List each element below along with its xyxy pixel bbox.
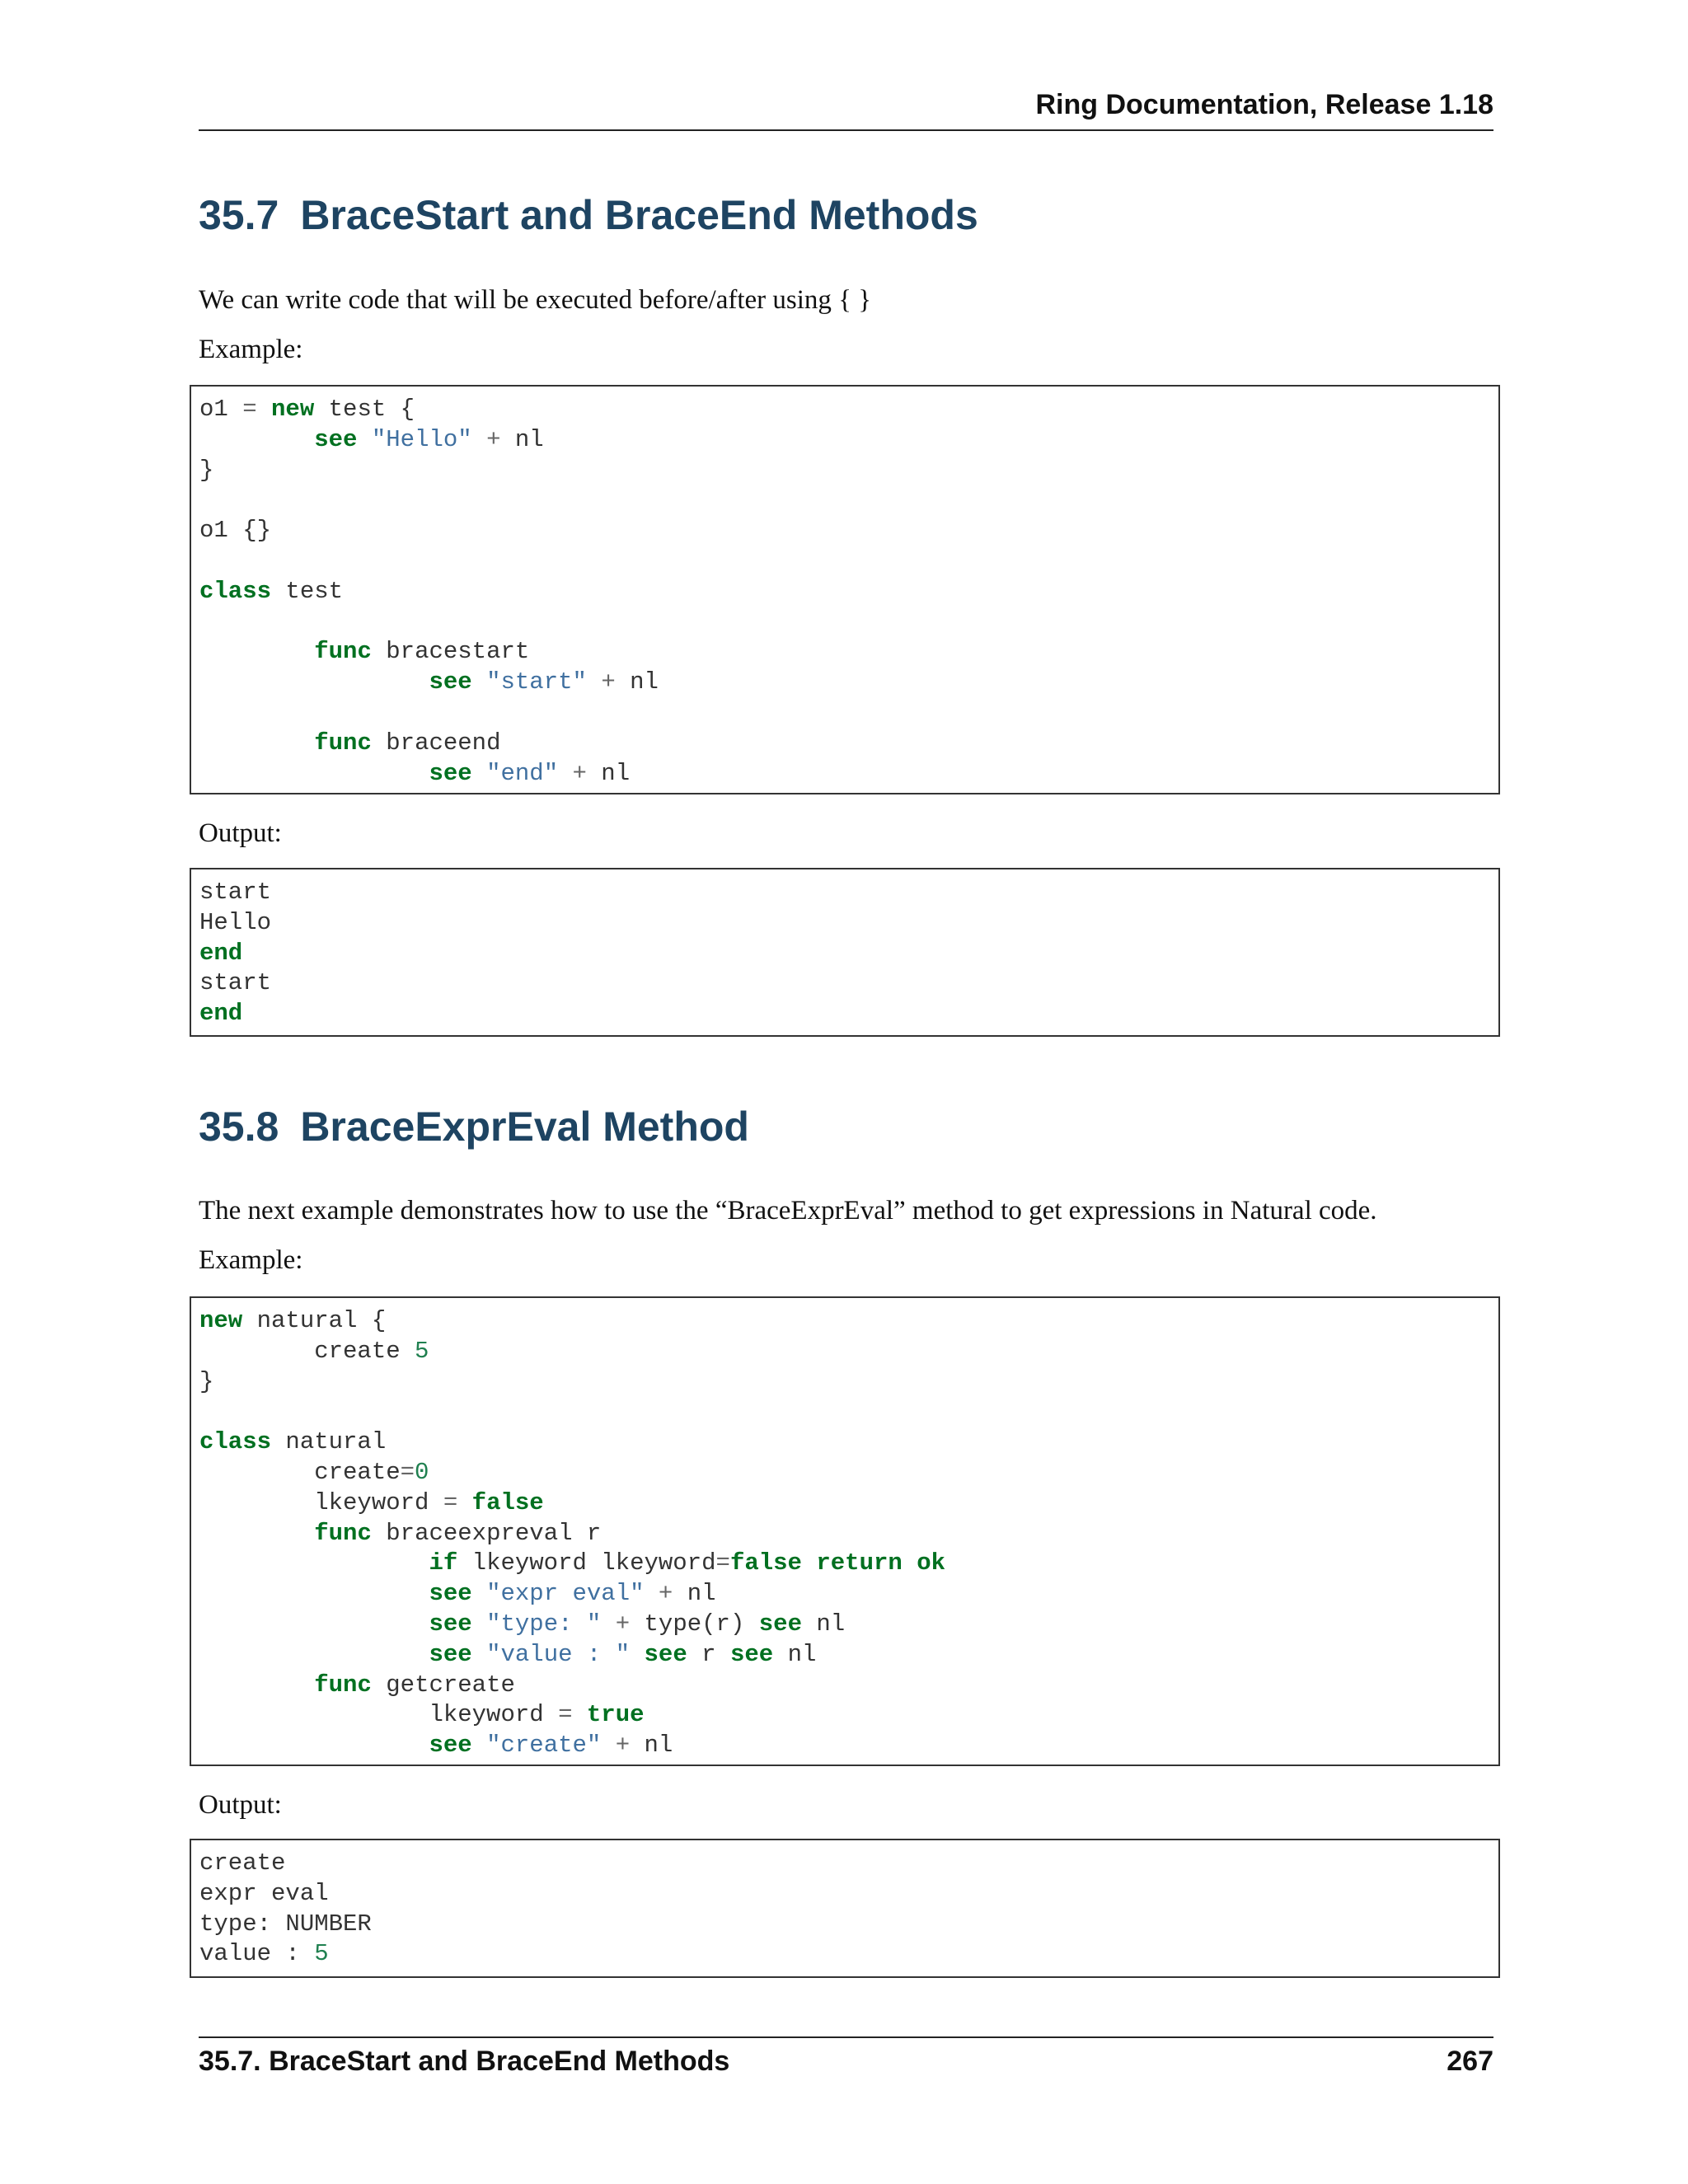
- keyword-token: new: [199, 1307, 243, 1334]
- code-block: [190, 385, 1500, 794]
- code-text: create: [199, 1849, 286, 1877]
- keyword-token: see: [429, 759, 472, 787]
- code-text: [472, 760, 486, 787]
- code-text: [645, 1580, 659, 1607]
- code-line: [199, 1458, 1498, 1488]
- code-text: [357, 426, 371, 453]
- code-text: test: [271, 577, 344, 605]
- output-block: [190, 1839, 1500, 1978]
- section-number: 35.8: [199, 1104, 279, 1150]
- code-line: [199, 878, 1498, 908]
- code-line: [199, 1579, 1498, 1610]
- code-text: [472, 1732, 486, 1759]
- operator-token: +: [486, 425, 501, 453]
- keyword-token: class: [199, 1428, 272, 1456]
- string-token: "end": [486, 759, 559, 787]
- code-line: [199, 485, 1498, 516]
- code-line: [199, 637, 1498, 668]
- section-title-text: BraceExprEval Method: [300, 1104, 749, 1150]
- code-line: [199, 1939, 1498, 1970]
- code-line: [199, 607, 1498, 638]
- code-text: [572, 1701, 586, 1728]
- operator-token: =: [558, 1701, 573, 1729]
- code-line: [199, 999, 1498, 1029]
- code-text: [199, 760, 429, 787]
- keyword-token: func: [314, 638, 372, 666]
- code-text: [472, 426, 486, 453]
- code-text: [558, 760, 572, 787]
- code-line: [199, 577, 1498, 607]
- keyword-token: see: [429, 1580, 472, 1608]
- code-line: [199, 395, 1498, 425]
- code-text: [601, 1732, 615, 1759]
- output-label: Output:: [199, 1790, 282, 1820]
- code-text: o1 {}: [199, 517, 272, 545]
- code-line: [199, 425, 1498, 456]
- operator-token: +: [615, 1732, 631, 1760]
- code-text: natural: [271, 1428, 387, 1456]
- code-text: [199, 729, 314, 757]
- code-text: [199, 1732, 429, 1759]
- code-text: nl: [586, 759, 631, 787]
- code-line: [199, 1849, 1498, 1879]
- section-heading-35-8: [199, 1103, 749, 1151]
- code-text: [472, 1610, 486, 1638]
- code-line: [199, 1337, 1498, 1367]
- code-line: [199, 516, 1498, 546]
- example-label: Example:: [199, 335, 303, 364]
- code-line: [199, 1427, 1498, 1458]
- code-line: [199, 1640, 1498, 1671]
- code-text: [802, 1549, 816, 1577]
- operator-token: +: [572, 759, 587, 787]
- footer-section-title: 35.7. BraceStart and BraceEnd Methods: [199, 2046, 730, 2077]
- code-text: }: [199, 456, 214, 484]
- operator-token: +: [601, 668, 616, 696]
- operator-token: =: [400, 1458, 415, 1486]
- code-text: nl: [630, 1732, 673, 1760]
- keyword-token: see: [429, 668, 472, 696]
- code-text: [457, 1489, 471, 1516]
- keyword-token: false: [729, 1549, 802, 1577]
- string-token: "create": [486, 1732, 602, 1760]
- section-number: 35.7: [199, 192, 279, 238]
- code-text: test {: [314, 396, 415, 423]
- keyword-token: see: [429, 1732, 472, 1760]
- code-text: create: [199, 1337, 415, 1365]
- code-text: value :: [199, 1940, 315, 1968]
- code-line: [199, 939, 1498, 969]
- code-text: [587, 668, 601, 696]
- keyword-token: see: [429, 1640, 472, 1668]
- code-line: [199, 1549, 1498, 1579]
- code-text: [199, 638, 314, 665]
- code-text: nl: [500, 425, 544, 453]
- section-intro-text: We can write code that will be executed before/after using { }: [199, 285, 872, 315]
- code-line: [199, 668, 1498, 698]
- code-text: [199, 1549, 429, 1577]
- keyword-token: see: [429, 1610, 472, 1638]
- code-text: [199, 1671, 314, 1699]
- keyword-token: func: [314, 1671, 372, 1699]
- keyword-token: end: [199, 939, 243, 967]
- keyword-token: class: [199, 577, 272, 605]
- code-text: type: NUMBER: [199, 1910, 372, 1938]
- keyword-token: end: [199, 1000, 243, 1028]
- code-line: [199, 1610, 1498, 1640]
- header-divider: [199, 129, 1493, 131]
- code-line: [199, 1910, 1498, 1940]
- code-line: [199, 1700, 1498, 1731]
- code-text: bracestart: [371, 638, 530, 666]
- keyword-token: see: [644, 1640, 687, 1668]
- code-text: [199, 1580, 429, 1607]
- string-token: "value : ": [486, 1640, 631, 1668]
- code-text: Hello: [199, 908, 272, 936]
- code-text: [903, 1549, 917, 1577]
- code-text: lkeyword: [199, 1488, 443, 1516]
- keyword-token: if: [429, 1549, 458, 1577]
- code-text: [472, 668, 486, 696]
- number-token: 0: [415, 1458, 429, 1486]
- keyword-token: false: [471, 1488, 544, 1516]
- code-text: [199, 1520, 314, 1547]
- code-text: [257, 396, 271, 423]
- code-text: [199, 668, 429, 696]
- section-heading-35-7: [199, 191, 978, 239]
- code-line: [199, 1879, 1498, 1910]
- code-text: [472, 1641, 486, 1668]
- code-line: [199, 968, 1498, 999]
- keyword-token: func: [314, 1519, 372, 1547]
- keyword-token: ok: [917, 1549, 945, 1577]
- code-block: [190, 1296, 1500, 1766]
- code-text: natural {: [242, 1307, 387, 1334]
- code-text: braceexpreval r: [371, 1519, 602, 1547]
- number-token: 5: [314, 1940, 329, 1968]
- code-text: nl: [615, 668, 659, 696]
- output-label: Output:: [199, 818, 282, 848]
- code-text: [199, 1610, 429, 1638]
- code-text: type(r): [630, 1610, 759, 1638]
- code-text: r: [687, 1640, 730, 1668]
- operator-token: =: [242, 396, 257, 423]
- code-line: [199, 1731, 1498, 1761]
- code-text: start: [199, 969, 272, 997]
- code-text: [472, 1580, 486, 1607]
- string-token: "Hello": [371, 425, 472, 453]
- code-text: o1: [199, 396, 243, 423]
- string-token: "type: ": [486, 1610, 602, 1638]
- code-text: [601, 1610, 615, 1638]
- code-text: [199, 426, 314, 453]
- code-text: lkeyword lkeyword: [457, 1549, 716, 1577]
- keyword-token: see: [314, 425, 358, 453]
- number-token: 5: [415, 1337, 429, 1365]
- code-text: nl: [773, 1640, 817, 1668]
- output-block: [190, 868, 1500, 1037]
- code-text: start: [199, 879, 272, 906]
- code-text: create: [199, 1458, 401, 1486]
- keyword-token: return: [816, 1549, 903, 1577]
- code-text: expr eval: [199, 1879, 329, 1907]
- code-line: [199, 1367, 1498, 1398]
- section-title-text: BraceStart and BraceEnd Methods: [300, 192, 978, 238]
- code-line: [199, 456, 1498, 486]
- code-text: getcreate: [371, 1671, 515, 1699]
- code-line: [199, 1519, 1498, 1549]
- string-token: "expr eval": [486, 1580, 645, 1608]
- footer-divider: [199, 2036, 1493, 2038]
- string-token: "start": [486, 668, 587, 696]
- section-intro-text: The next example demonstrates how to use the “BraceExprEval” method to get expressions in Natural code.: [199, 1196, 1377, 1226]
- keyword-token: func: [314, 729, 372, 757]
- example-label: Example:: [199, 1245, 303, 1275]
- code-line: [199, 908, 1498, 939]
- keyword-token: true: [586, 1701, 645, 1729]
- code-line: [199, 1397, 1498, 1427]
- code-line: [199, 546, 1498, 577]
- keyword-token: new: [271, 396, 315, 423]
- code-text: braceend: [371, 729, 501, 757]
- page-number: 267: [1447, 2046, 1493, 2077]
- code-line: [199, 1306, 1498, 1337]
- operator-token: =: [443, 1488, 458, 1516]
- code-text: [199, 1641, 429, 1668]
- code-text: }: [199, 1367, 214, 1395]
- operator-token: +: [615, 1610, 631, 1638]
- code-text: nl: [801, 1610, 846, 1638]
- code-line: [199, 759, 1498, 790]
- code-line: [199, 698, 1498, 729]
- code-line: [199, 1488, 1498, 1519]
- operator-token: +: [658, 1580, 673, 1608]
- operator-token: =: [715, 1549, 730, 1577]
- keyword-token: see: [729, 1640, 774, 1668]
- code-line: [199, 1671, 1498, 1701]
- code-text: nl: [673, 1580, 716, 1608]
- code-line: [199, 729, 1498, 759]
- keyword-token: see: [758, 1610, 802, 1638]
- code-text: [630, 1641, 644, 1668]
- code-text: lkeyword: [199, 1701, 559, 1729]
- page-header-title: Ring Documentation, Release 1.18: [1035, 89, 1493, 120]
